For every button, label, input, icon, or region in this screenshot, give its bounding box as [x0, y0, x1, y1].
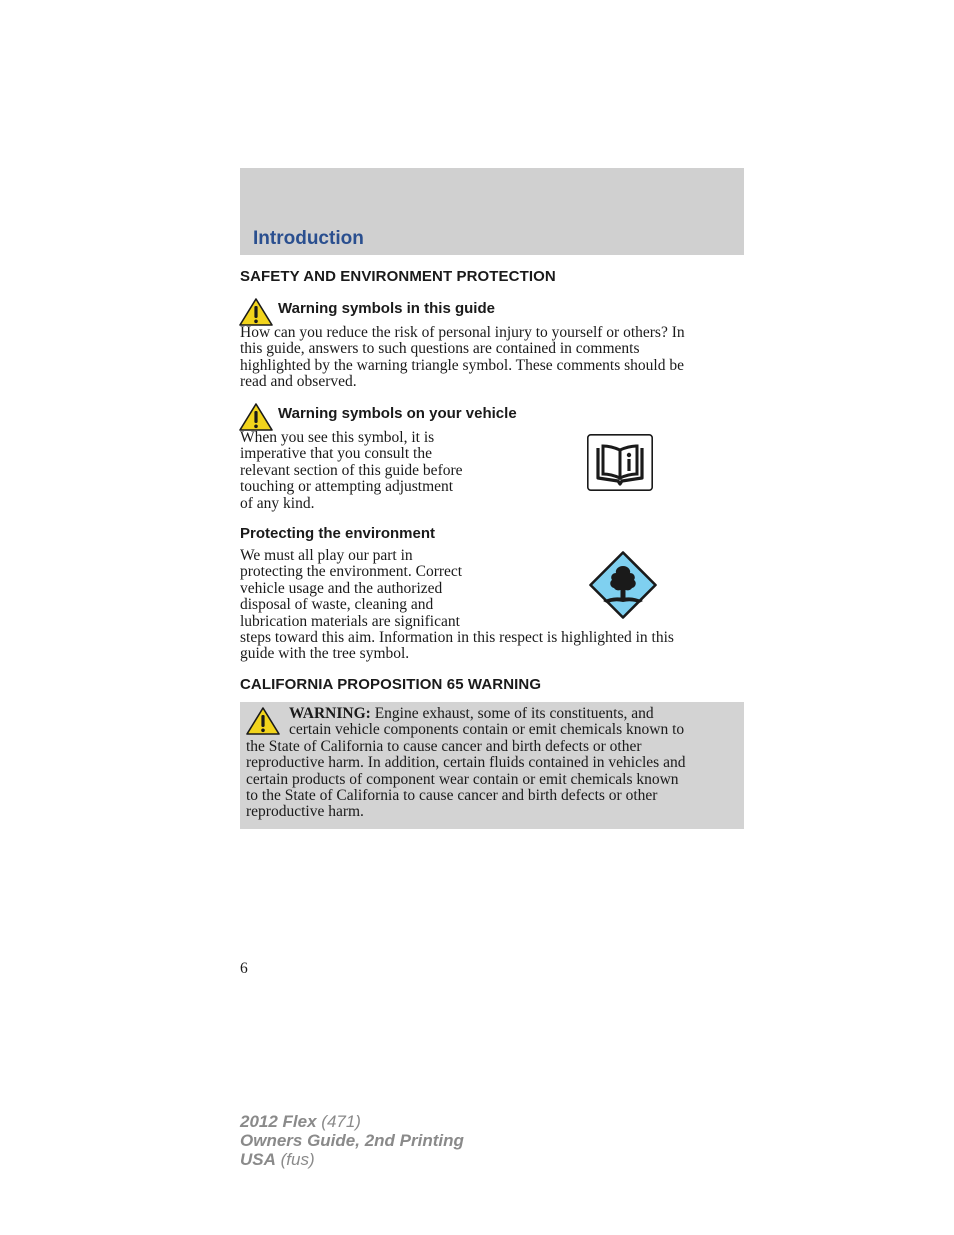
text-line: highlighted by the warning triangle symbol. These comments should be — [240, 356, 684, 374]
text-line: How can you reduce the risk of personal injury to yourself or others? In — [240, 324, 685, 341]
subheading-warning-symbols-guide: Warning symbols in this guide — [278, 300, 495, 317]
text-line: disposal of waste, cleaning and — [240, 596, 434, 614]
text-line: vehicle usage and the authorized — [240, 579, 443, 597]
text-line: certain vehicle components contain or emit chemicals known to — [289, 721, 685, 739]
text-line: When you see this symbol, it is — [240, 429, 435, 446]
warning-body — [246, 739, 685, 821]
warning-triangle-icon — [239, 403, 273, 431]
text-line: steps toward this aim. Information in this respect is highlighted in this — [240, 629, 674, 647]
text-line: to the State of California to cause cancer and birth defects or other — [246, 787, 658, 805]
paragraph-warning-symbols-vehicle — [240, 430, 463, 512]
text-line: imperative that you consult the — [240, 445, 432, 463]
page-number: 6 — [240, 960, 248, 977]
footer-line-guide: Owners Guide, 2nd Printing — [240, 1131, 464, 1150]
heading-california-prop65: CALIFORNIA PROPOSITION 65 WARNING — [240, 676, 542, 693]
text-line: protecting the environment. Correct — [240, 563, 463, 581]
text-line: guide with the tree symbol. — [240, 645, 410, 663]
owner-manual-book-icon — [587, 434, 653, 491]
subheading-protecting-environment: Protecting the environment — [240, 525, 436, 542]
text-line: touching or attempting adjustment — [240, 478, 454, 496]
text-line: the State of California to cause cancer and birth defects or other — [246, 737, 642, 755]
paragraph-warning-symbols-guide — [240, 325, 685, 391]
footer-line-model: 2012 Flex (471) — [240, 1112, 361, 1131]
warning-triangle-icon — [246, 707, 280, 735]
document-footer — [240, 1112, 464, 1169]
section-title: Introduction — [253, 228, 364, 249]
text-line: this guide, answers to such questions are contained in comments — [240, 340, 640, 358]
text-line: reproductive harm. — [246, 803, 364, 821]
footer-line-market: USA (fus) — [240, 1150, 315, 1169]
text-line: Engine exhaust, some of its constituents, and — [370, 705, 654, 722]
warning-first-line — [289, 706, 654, 722]
heading-safety-environment: SAFETY AND ENVIRONMENT PROTECTION — [240, 268, 556, 285]
text-line: We must all play our part in — [240, 547, 413, 564]
section-header-bar — [240, 168, 744, 255]
text-line: lubrication materials are significant — [240, 612, 460, 630]
text-line: reproductive harm. In addition, certain fluids contained in vehicles and — [246, 754, 686, 772]
text-line: certain products of component wear contain or emit chemicals known — [246, 770, 679, 788]
environment-tree-icon — [589, 551, 657, 619]
subheading-warning-symbols-vehicle: Warning symbols on your vehicle — [278, 405, 517, 422]
warning-label: WARNING: — [289, 705, 371, 722]
text-line: read and observed. — [240, 373, 357, 391]
text-line: relevant section of this guide before — [240, 461, 463, 479]
warning-box — [240, 702, 744, 829]
text-line: of any kind. — [240, 494, 315, 512]
warning-triangle-icon — [239, 298, 273, 326]
